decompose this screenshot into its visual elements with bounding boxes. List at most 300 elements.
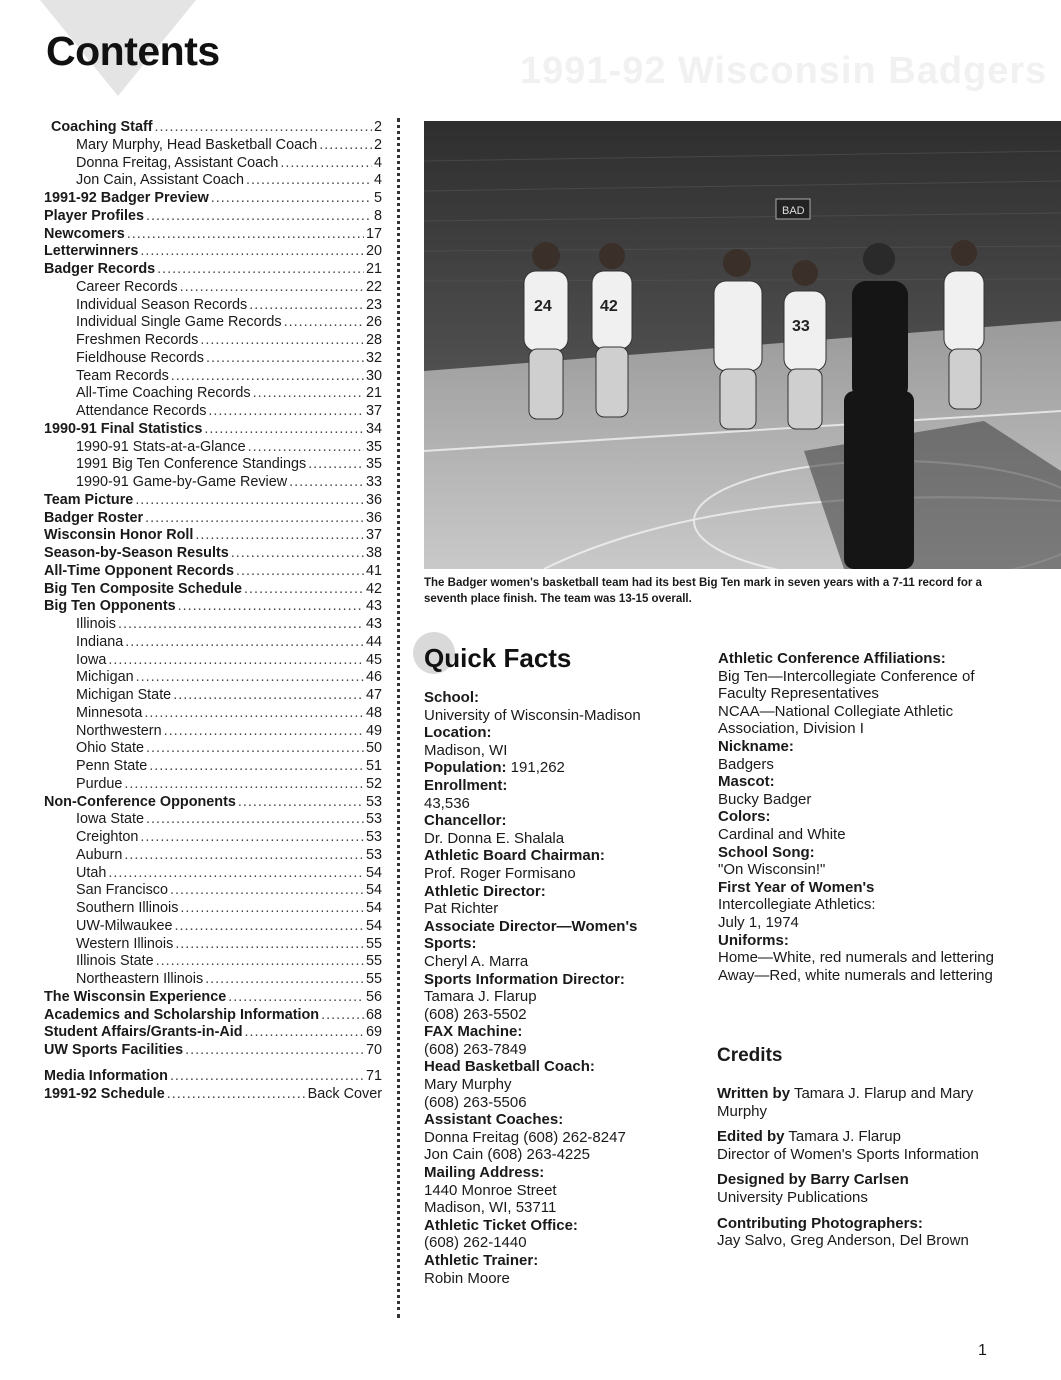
toc-entry — [44, 989, 382, 1007]
toc-dot-leader — [208, 403, 364, 421]
toc-entry-title: 1991-92 Schedule — [44, 1085, 165, 1102]
toc-entry-page: 51 — [365, 758, 382, 774]
toc-entry-page: 69 — [365, 1024, 382, 1041]
toc-entry-title: Iowa — [76, 651, 107, 668]
toc-entry-page: 42 — [365, 580, 382, 597]
toc-entry-page: 36 — [365, 509, 382, 526]
toc-entry — [44, 368, 382, 386]
quick-fact-value: Bucky Badger — [718, 790, 812, 808]
toc-entry-title: Indiana — [76, 633, 124, 650]
toc-entry — [44, 261, 382, 279]
quick-fact-label: Athletic Trainer: — [424, 1252, 539, 1269]
toc-entry-title: Donna Freitag, Assistant Coach — [76, 154, 279, 171]
toc-entry — [44, 865, 382, 883]
toc-entry-title: Purdue — [76, 775, 123, 792]
quick-fact-value: University of Wisconsin-Madison — [424, 706, 641, 724]
toc-entry-title: Michigan State — [76, 687, 172, 703]
toc-entry — [44, 669, 382, 687]
toc-entry — [44, 332, 382, 350]
toc-entry-page: 50 — [365, 740, 382, 757]
quick-fact — [424, 1217, 694, 1252]
toc-entry — [44, 456, 382, 474]
toc-entry — [44, 510, 382, 528]
quick-fact-value: Cheryl A. Marra — [424, 952, 529, 970]
toc-entry-page: 21 — [365, 385, 382, 402]
toc-entry-title: Penn State — [76, 758, 148, 774]
toc-entry-page: 53 — [365, 811, 382, 828]
toc-dot-leader — [244, 581, 364, 599]
toc-entry-page: 21 — [365, 261, 382, 277]
ghost-title: 1991-92 Wisconsin Badgers — [520, 50, 1048, 92]
toc-entry-title: Mary Murphy, Head Basketball Coach — [76, 136, 318, 153]
toc-entry-title: Individual Season Records — [76, 296, 248, 313]
toc-entry-page: 53 — [365, 846, 382, 863]
quick-fact-value: Robin Moore — [424, 1269, 510, 1287]
toc-entry — [44, 740, 382, 758]
quick-fact-value: Dr. Donna E. Shalala — [424, 829, 565, 847]
toc-entry-page: 43 — [365, 616, 382, 632]
toc-dot-leader — [164, 723, 364, 741]
quick-fact-label: Head Basketball Coach: — [424, 1058, 595, 1076]
toc-dot-leader — [289, 474, 364, 492]
toc-entry-page: 55 — [365, 971, 382, 987]
toc-entry — [44, 1086, 382, 1104]
toc-entry-title: 1990-91 Game-by-Game Review — [76, 474, 288, 490]
quick-fact-label: Mailing Address: — [424, 1164, 545, 1182]
toc-entry-title: Western Illinois — [76, 935, 174, 952]
quick-fact — [424, 883, 694, 918]
toc-dot-leader — [171, 368, 364, 386]
toc-entry-page: 17 — [365, 225, 382, 242]
quick-fact-value: 43,536 — [424, 794, 470, 812]
quick-fact-value: Prof. Roger Formisano — [424, 864, 576, 882]
toc-entry-title: Player Profiles — [44, 207, 144, 224]
quick-fact-label: Population: — [424, 759, 507, 777]
team-photo — [424, 121, 1061, 569]
toc-dot-leader — [200, 332, 364, 350]
quick-fact — [718, 773, 1008, 808]
quick-fact-value: 1440 Monroe Street Madison, WI, 53711 — [424, 1181, 557, 1217]
toc-entry-page: 45 — [365, 651, 382, 668]
toc-dot-leader — [308, 456, 364, 474]
toc-entry-page: 2 — [373, 136, 382, 153]
credit-entry — [717, 1128, 1017, 1163]
toc-entry — [44, 314, 382, 332]
quick-fact-label: FAX Machine: — [424, 1023, 523, 1041]
quick-fact-label: Associate Director—Women's Sports: — [424, 917, 638, 953]
toc-entry-page: 26 — [365, 314, 382, 331]
quick-fact — [718, 808, 1008, 843]
toc-entry-title: Utah — [76, 864, 107, 881]
credit-name: Tamara J. Flarup and Mary Murphy — [717, 1085, 974, 1120]
toc-dot-leader — [206, 350, 364, 368]
toc-entry — [44, 1042, 382, 1060]
quick-fact — [718, 844, 1008, 879]
toc-entry-title: San Francisco — [76, 882, 168, 899]
quick-fact-label: Athletic Board Chairman: — [424, 847, 605, 865]
page-number: 1 — [978, 1342, 987, 1359]
quick-fact-label: Chancellor: — [424, 812, 507, 830]
toc-entry-title: Newcomers — [44, 225, 125, 242]
toc-dot-leader — [149, 758, 364, 776]
toc-entry-page: 68 — [365, 1006, 382, 1023]
toc-entry-title: 1991 Big Ten Conference Standings — [76, 456, 307, 473]
quick-fact — [424, 1164, 694, 1217]
credit-detail: University Publications — [717, 1188, 868, 1206]
quick-fact-label: School Song: — [718, 843, 815, 861]
toc-dot-leader — [245, 1024, 364, 1042]
toc-dot-leader — [146, 208, 372, 226]
toc-dot-leader — [195, 527, 364, 545]
quick-fact — [424, 1111, 694, 1164]
toc-entry — [44, 953, 382, 971]
toc-entry-title: Wisconsin Honor Roll — [44, 527, 194, 544]
credit-detail: Director of Women's Sports Information — [717, 1145, 979, 1163]
toc-entry — [44, 243, 382, 261]
quick-fact — [718, 932, 1008, 985]
toc-entry-title: The Wisconsin Experience — [44, 988, 227, 1005]
toc-dot-leader — [319, 137, 372, 155]
toc-entry-title: Ohio State — [76, 740, 144, 757]
toc-entry-title: UW Sports Facilities — [44, 1042, 184, 1058]
quick-fact — [424, 1058, 694, 1111]
toc-dot-leader — [118, 616, 364, 634]
toc-dot-leader — [248, 439, 364, 457]
credit-role: Written by — [717, 1085, 791, 1102]
toc-entry — [44, 829, 382, 847]
toc-entry-title: Team Records — [76, 367, 169, 384]
toc-dot-leader — [175, 918, 364, 936]
toc-entry-title: Letterwinners — [44, 243, 139, 260]
quick-fact — [424, 847, 694, 882]
toc-entry — [44, 1007, 382, 1025]
toc-dot-leader — [173, 687, 364, 705]
toc-entry-title: Coaching Staff — [51, 119, 153, 135]
toc-entry-title: Non-Conference Opponents — [44, 793, 236, 810]
toc-dot-leader — [146, 811, 364, 829]
toc-entry-title: Northeastern Illinois — [76, 971, 204, 987]
quick-fact — [424, 812, 694, 847]
toc-entry-title: Iowa State — [76, 811, 144, 828]
toc-entry — [44, 634, 382, 652]
toc-entry — [44, 705, 382, 723]
quick-fact-label: Enrollment: — [424, 776, 508, 794]
quick-fact-label: School: — [424, 689, 479, 706]
toc-entry-title: All-Time Opponent Records — [44, 562, 235, 579]
toc-entry-page: 41 — [365, 562, 382, 579]
toc-entry — [44, 492, 382, 510]
toc-entry-page: 47 — [365, 687, 382, 703]
toc-entry-title: Minnesota — [76, 704, 143, 721]
toc-entry — [44, 190, 382, 208]
toc-entry — [44, 652, 382, 670]
toc-entry — [44, 563, 382, 581]
toc-entry-title: 1990-91 Final Statistics — [44, 420, 203, 437]
toc-entry — [44, 385, 382, 403]
toc-entry — [44, 794, 382, 812]
photo-caption: The Badger women's basketball team had its best Big Ten mark in seven years with a 7-11 record for a seventh place finish. The team was 13-15 overall. — [424, 577, 982, 605]
toc-dot-leader — [140, 243, 364, 261]
toc-dot-leader — [144, 705, 364, 723]
toc-dot-leader — [178, 598, 364, 616]
toc-entry — [44, 581, 382, 599]
toc-dot-leader — [108, 652, 364, 670]
quick-fact-value: Mary Murphy (608) 263-5506 — [424, 1076, 527, 1111]
quick-fact-label: Mascot: — [718, 773, 775, 791]
toc-entry — [44, 598, 382, 616]
toc-entry-title: Illinois — [76, 616, 116, 632]
toc-entry — [44, 545, 382, 563]
toc-entry — [44, 811, 382, 829]
toc-dot-leader — [185, 1042, 364, 1060]
credit-entry — [717, 1171, 1017, 1206]
quick-fact-value: Pat Richter — [424, 900, 499, 918]
toc-entry-title: Media Information — [44, 1067, 168, 1084]
credit-detail: Jay Salvo, Greg Anderson, Del Brown — [717, 1232, 969, 1250]
toc-entry-title: Illinois State — [76, 953, 154, 970]
quick-facts-title: Quick Facts — [424, 643, 572, 673]
toc-entry-page: 4 — [373, 154, 382, 171]
toc-entry — [44, 936, 382, 954]
quick-fact — [718, 738, 1008, 773]
toc-entry-title: Big Ten Composite Schedule — [44, 580, 243, 597]
toc-dot-leader — [136, 669, 364, 687]
jersey-number-1: 24 — [534, 298, 552, 315]
toc-entry — [44, 403, 382, 421]
toc-dot-leader — [228, 989, 364, 1007]
toc-dot-leader — [108, 865, 364, 883]
toc-entry-page: 37 — [365, 527, 382, 544]
credit-entry — [717, 1215, 1017, 1250]
toc-entry-page: 55 — [365, 953, 382, 970]
toc-entry-page: 5 — [373, 190, 382, 206]
toc-entry-page: 34 — [365, 420, 382, 437]
quick-fact-value: Big Ten—Intercollegiate Conference of Faculty Representatives NCAA—National Collegiate Athletic Association, Division I — [718, 667, 975, 738]
toc-entry — [44, 847, 382, 865]
toc-entry-page: 35 — [365, 438, 382, 455]
toc-entry-title: Badger Records — [44, 261, 156, 277]
toc-entry-page: 30 — [365, 367, 382, 384]
quick-fact-value: (608) 262-1440 — [424, 1234, 527, 1252]
quick-fact-label: Athletic Ticket Office: — [424, 1216, 578, 1234]
toc-entry-title: Creighton — [76, 829, 139, 845]
toc-dot-leader — [253, 385, 364, 403]
quick-fact-value: Badgers — [718, 755, 774, 773]
quick-fact-label: Athletic Conference Affiliations: — [718, 650, 946, 667]
toc-entry-page: 33 — [365, 474, 382, 490]
toc-dot-leader — [157, 261, 364, 279]
toc-dot-leader — [145, 510, 364, 528]
toc-entry — [44, 279, 382, 297]
quick-facts-left-column — [424, 689, 694, 1287]
toc-entry-page: 49 — [365, 722, 382, 739]
column-divider — [397, 118, 400, 1318]
quick-fact-label: Uniforms: — [718, 931, 789, 949]
toc-entry-title: Academics and Scholarship Information — [44, 1006, 320, 1023]
toc-dot-leader — [321, 1007, 364, 1025]
toc-dot-leader — [211, 190, 372, 208]
quick-fact — [424, 689, 694, 724]
toc-entry-title: Northwestern — [76, 722, 162, 739]
toc-entry-page: 36 — [365, 491, 382, 508]
toc-entry-page: 54 — [365, 864, 382, 881]
toc-entry-title: Career Records — [76, 278, 178, 295]
toc-entry-title: Student Affairs/Grants-in-Aid — [44, 1024, 243, 1041]
quick-fact — [718, 879, 1008, 932]
toc-dot-leader — [231, 545, 364, 563]
toc-entry-page: 43 — [365, 598, 382, 615]
toc-entry-page: 4 — [373, 172, 382, 189]
quick-fact-value: "On Wisconsin!" — [718, 861, 826, 879]
toc-dot-leader — [246, 172, 372, 190]
credit-role: Designed by Barry Carlsen — [717, 1171, 909, 1189]
toc-entry-title: All-Time Coaching Records — [76, 385, 251, 402]
toc-entry — [44, 527, 382, 545]
toc-entry-page: 54 — [365, 917, 382, 934]
toc-entry — [44, 137, 382, 155]
quick-fact-label: Nickname: — [718, 737, 794, 755]
table-of-contents — [44, 119, 382, 1103]
toc-entry — [44, 900, 382, 918]
toc-dot-leader — [146, 740, 364, 758]
toc-dot-leader — [284, 314, 364, 332]
toc-entry-title: Fieldhouse Records — [76, 349, 204, 366]
jersey-number-3: 33 — [792, 318, 810, 335]
toc-dot-leader — [175, 936, 364, 954]
toc-dot-leader — [205, 971, 364, 989]
toc-entry-title: 1990-91 Stats-at-a-Glance — [76, 438, 246, 455]
credit-role: Edited by — [717, 1128, 785, 1146]
toc-entry — [44, 616, 382, 634]
quick-fact-label: Colors: — [718, 808, 771, 826]
toc-entry-page: 48 — [365, 704, 382, 721]
quick-fact-value: Cardinal and White — [718, 825, 846, 843]
toc-entry-page: 70 — [365, 1042, 382, 1058]
toc-dot-leader — [249, 297, 364, 315]
toc-entry-title: Individual Single Game Records — [76, 314, 282, 331]
quick-fact-label: Assistant Coaches: — [424, 1111, 564, 1129]
toc-dot-leader — [124, 847, 364, 865]
toc-entry-page: 54 — [365, 900, 382, 916]
quick-fact-value: (608) 263-7849 — [424, 1040, 527, 1058]
toc-entry-page: 2 — [373, 119, 382, 135]
quick-fact-value: Intercollegiate Athletics: July 1, 1974 — [718, 896, 876, 931]
toc-dot-leader — [155, 119, 372, 137]
toc-entry-page: 55 — [365, 935, 382, 952]
team-photo-image — [424, 121, 1061, 569]
toc-entry — [44, 474, 382, 492]
quick-fact — [718, 650, 1008, 738]
toc-entry — [44, 155, 382, 173]
quick-fact-label: Location: — [424, 724, 492, 742]
toc-entry-page: 53 — [365, 829, 382, 845]
quick-fact-value: 191,262 — [510, 759, 565, 777]
toc-dot-leader — [280, 155, 372, 173]
toc-entry-page: 22 — [365, 278, 382, 295]
toc-entry — [44, 882, 382, 900]
toc-entry-title: Team Picture — [44, 491, 134, 508]
toc-entry — [44, 297, 382, 315]
toc-entry-page: Back Cover — [307, 1085, 382, 1102]
toc-entry-page: 54 — [365, 882, 382, 899]
toc-entry-title: Auburn — [76, 846, 123, 863]
toc-entry — [44, 918, 382, 936]
toc-entry — [44, 208, 382, 226]
toc-entry — [44, 350, 382, 368]
toc-entry — [44, 119, 382, 137]
toc-entry-title: Badger Roster — [44, 509, 144, 526]
toc-entry — [44, 421, 382, 439]
toc-entry-page: 37 — [365, 403, 382, 419]
toc-entry — [44, 226, 382, 244]
scoreboard-text: BAD — [782, 205, 805, 217]
quick-fact-label: Athletic Director: — [424, 882, 546, 900]
toc-entry-page: 23 — [365, 296, 382, 313]
toc-entry-page: 20 — [365, 243, 382, 260]
toc-entry-title: Jon Cain, Assistant Coach — [76, 172, 244, 189]
toc-dot-leader — [180, 900, 364, 918]
toc-entry — [44, 758, 382, 776]
toc-entry — [44, 1024, 382, 1042]
credits-list — [717, 1085, 1017, 1258]
jersey-number-2: 42 — [600, 298, 618, 315]
toc-entry-page: 46 — [365, 669, 382, 686]
quick-fact-value: Home—White, red numerals and lettering Away—Red, white numerals and lettering — [718, 949, 994, 984]
toc-entry — [44, 687, 382, 705]
toc-entry-page: 32 — [365, 349, 382, 366]
toc-entry-page: 44 — [365, 633, 382, 650]
toc-entry-title: Season-by-Season Results — [44, 545, 229, 561]
toc-entry — [44, 723, 382, 741]
toc-entry-page: 71 — [365, 1067, 382, 1084]
toc-entry-title: UW-Milwaukee — [76, 917, 173, 934]
toc-dot-leader — [135, 492, 364, 510]
toc-dot-leader — [180, 279, 364, 297]
toc-entry-page: 52 — [365, 775, 382, 792]
toc-entry — [44, 1068, 382, 1086]
toc-entry-title: Michigan — [76, 669, 134, 686]
quick-fact-value: Madison, WI — [424, 741, 508, 759]
toc-entry-page: 53 — [365, 793, 382, 810]
quick-fact — [424, 1023, 694, 1058]
toc-entry-page: 8 — [373, 207, 382, 224]
quick-fact-value: Tamara J. Flarup (608) 263-5502 — [424, 988, 537, 1023]
toc-entry — [44, 172, 382, 190]
toc-entry-page: 56 — [365, 988, 382, 1005]
quick-fact-label: First Year of Women's — [718, 878, 875, 896]
credit-entry — [717, 1085, 1017, 1120]
toc-entry-page: 38 — [365, 545, 382, 561]
quick-fact — [424, 759, 694, 777]
toc-dot-leader — [170, 882, 364, 900]
credit-name: Tamara J. Flarup — [784, 1128, 901, 1146]
toc-dot-leader — [238, 794, 364, 812]
toc-dot-leader — [167, 1086, 306, 1104]
quick-fact — [424, 918, 694, 971]
toc-entry-title: Big Ten Opponents — [44, 598, 176, 615]
toc-dot-leader — [236, 563, 364, 581]
credits-title: Credits — [717, 1045, 783, 1066]
toc-entry-title: Freshmen Records — [76, 332, 199, 348]
quick-fact — [424, 971, 694, 1024]
toc-entry-page: 28 — [365, 332, 382, 348]
toc-dot-leader — [124, 776, 364, 794]
toc-entry-title: Southern Illinois — [76, 900, 179, 916]
quick-fact — [424, 1252, 694, 1287]
toc-dot-leader — [156, 953, 364, 971]
quick-fact — [424, 777, 694, 812]
toc-entry-page: 35 — [365, 456, 382, 473]
